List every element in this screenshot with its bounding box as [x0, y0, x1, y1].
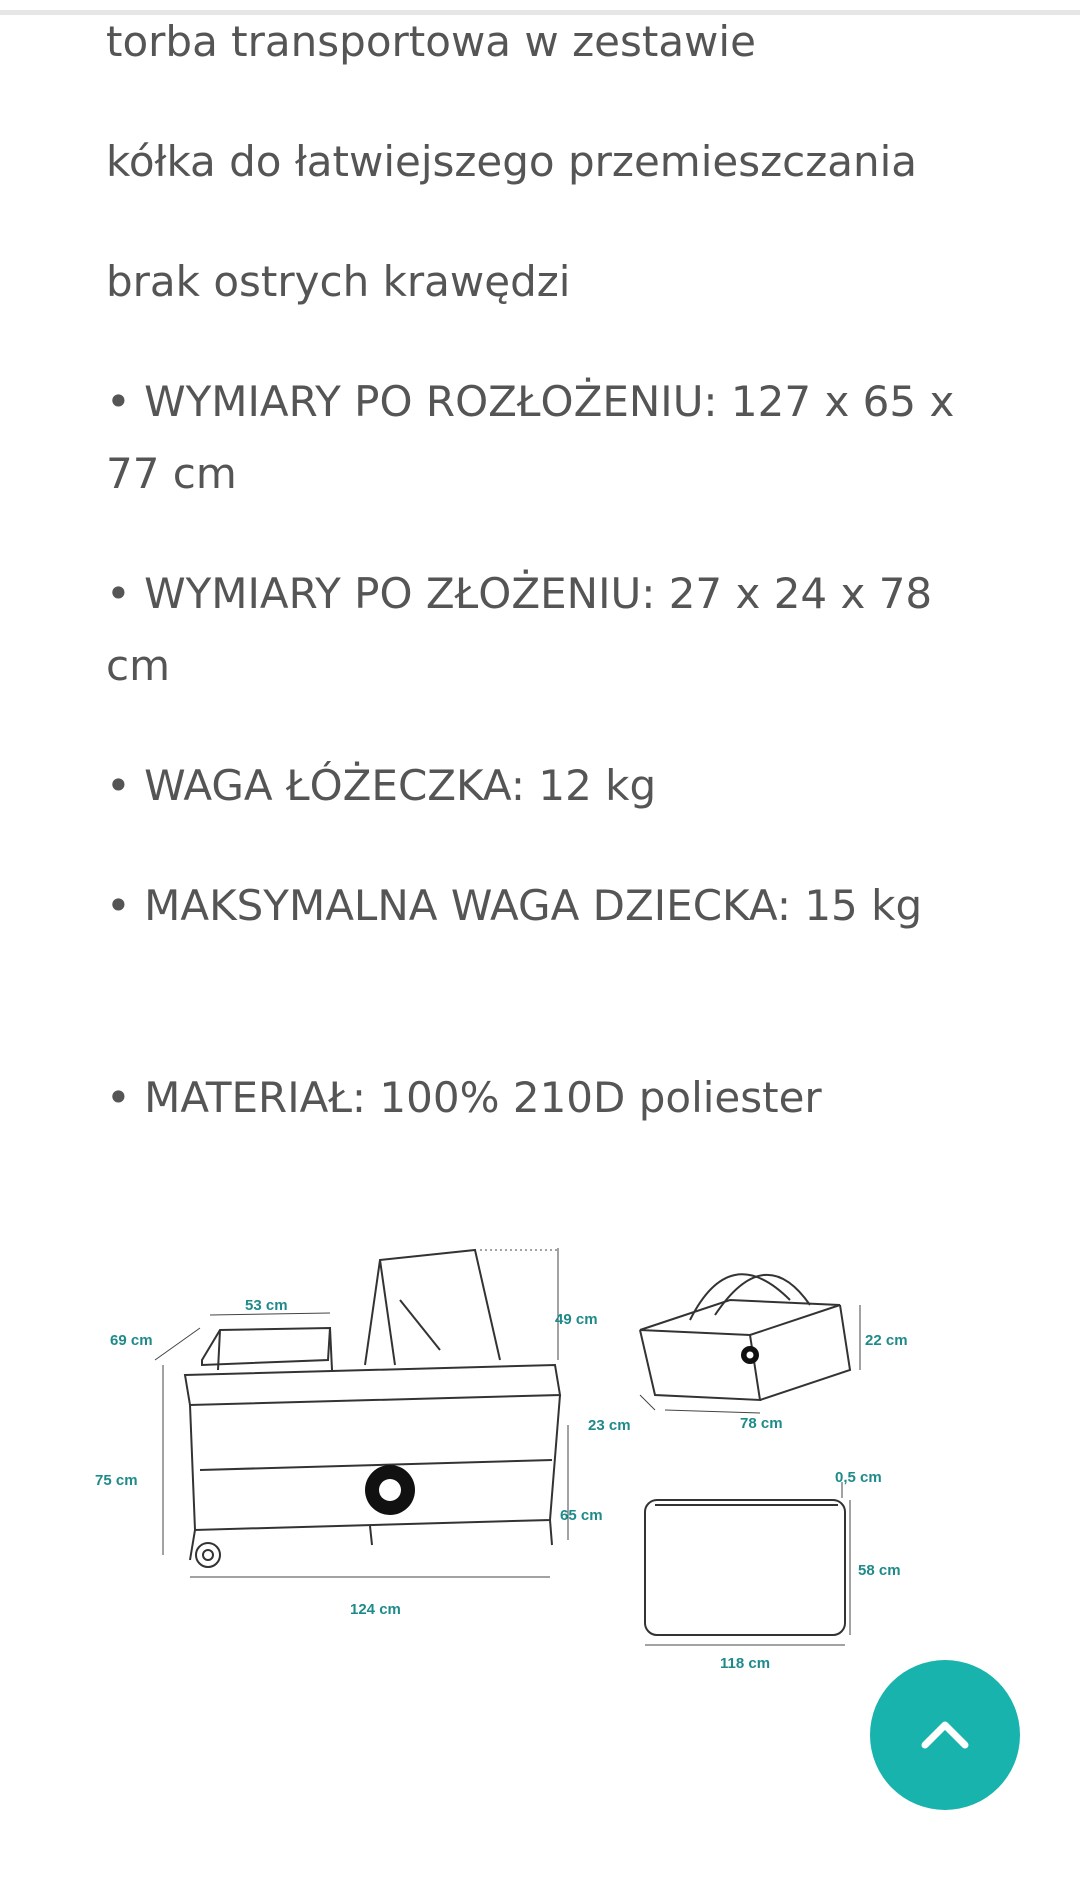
feature-item: brak ostrych krawędzi: [106, 257, 571, 306]
feature-item: torba transportowa w zestawie: [106, 17, 756, 66]
dim-label-side-height: 65 cm: [560, 1507, 603, 1524]
dim-label-total-width: 124 cm: [350, 1601, 401, 1618]
dim-label-bag-height: 22 cm: [865, 1332, 908, 1349]
dim-label-mattress-length: 118 cm: [720, 1655, 771, 1672]
chevron-up-icon: [917, 1715, 973, 1755]
dim-label-bassinet-width: 53 cm: [245, 1297, 288, 1314]
spec-item-material: • MATERIAŁ: 100% 210D poliester: [106, 1073, 822, 1122]
cot-dimension-lines: [155, 1248, 568, 1577]
mattress-illustration: [645, 1500, 845, 1635]
feature-item: kółka do łatwiejszego przemieszczania: [106, 137, 918, 186]
dim-label-mattress-width: 58 cm: [858, 1562, 901, 1579]
spec-item-unfolded-dimensions: • WYMIARY PO ROZŁOŻENIU: 127 x 65 x 77 cm: [106, 377, 955, 498]
travel-cot-illustration: [185, 1250, 560, 1567]
dim-label-bassinet-depth: 69 cm: [110, 1332, 153, 1349]
dim-label-total-height: 75 cm: [95, 1472, 138, 1489]
dim-label-bag-length: 78 cm: [740, 1415, 783, 1432]
spec-item-max-child-weight: • MAKSYMALNA WAGA DZIECKA: 15 kg: [106, 881, 923, 930]
mattress-dimension-lines: [645, 1482, 850, 1645]
back-to-top-button[interactable]: [870, 1660, 1020, 1810]
dimensions-diagram: [90, 1220, 990, 1700]
spec-item-folded-dimensions: • WYMIARY PO ZŁOŻENIU: 27 x 24 x 78 cm: [106, 569, 933, 690]
dim-label-mattress-thickness: 0,5 cm: [835, 1469, 882, 1486]
transport-bag-illustration: [640, 1274, 850, 1400]
spec-item-crib-weight: • WAGA ŁÓŻECZKA: 12 kg: [106, 761, 657, 810]
dimensions-diagram-svg: [90, 1220, 990, 1700]
dim-label-canopy-height: 49 cm: [555, 1311, 598, 1328]
dim-label-bag-depth: 23 cm: [588, 1417, 631, 1434]
